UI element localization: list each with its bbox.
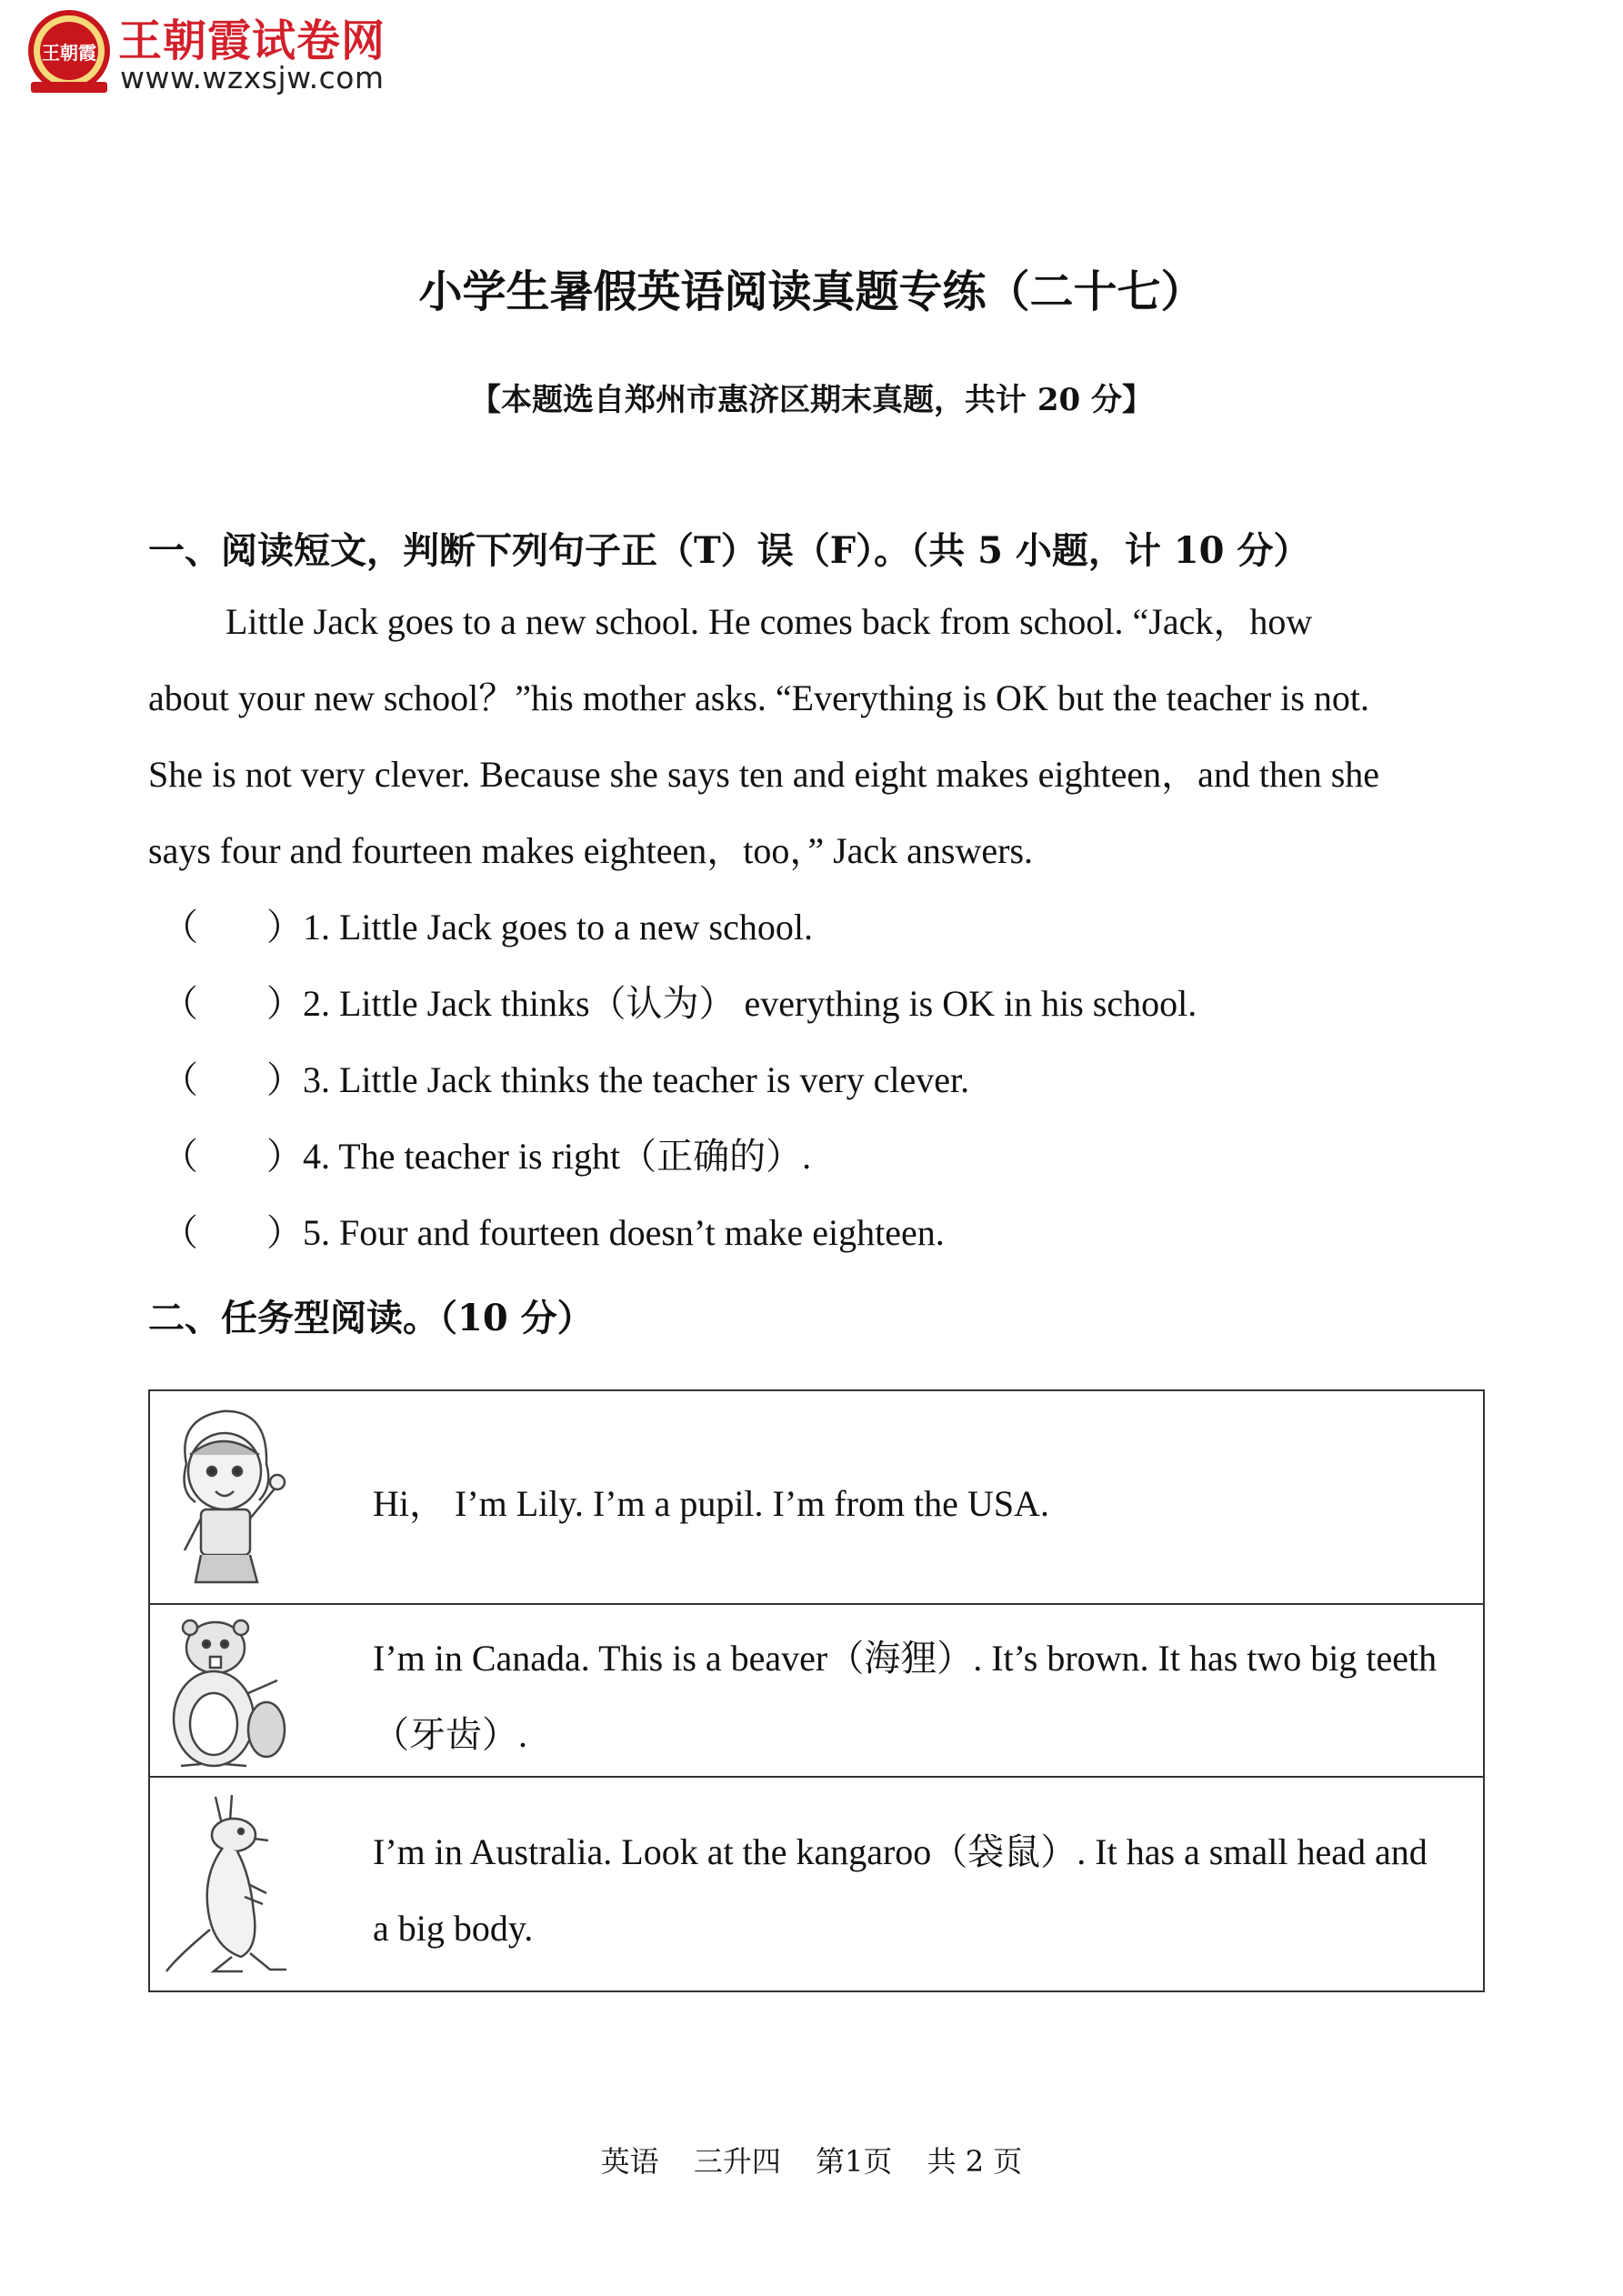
footer-page: 第1页 xyxy=(816,2144,893,2179)
answer-paren-open[interactable]: （ xyxy=(162,983,198,1024)
row-text: a big body. xyxy=(373,1908,534,1949)
brand-seal-logo xyxy=(25,9,113,96)
passage-line: She is not very clever. Because she says ten and eight makes eighteen，and then she xyxy=(148,754,1380,795)
answer-paren-close: ） xyxy=(266,983,303,1024)
row-text: I’m in Australia. Look at the kangaroo（袋鼠）. It has a small head and xyxy=(373,1831,1428,1872)
row-text: （牙齿）. xyxy=(373,1714,527,1755)
answer-paren-close: ） xyxy=(266,1212,303,1253)
task-reading-table xyxy=(148,1389,1485,1992)
footer-subject: 英语 xyxy=(600,2144,659,2179)
answer-paren-open[interactable]: （ xyxy=(162,907,198,947)
row-text: I’m in Canada. This is a beaver（海狸）. It’s brown. It has two big teeth xyxy=(373,1638,1438,1679)
passage-line: Little Jack goes to a new school. He comes back from school. “Jack，how xyxy=(225,601,1313,642)
answer-paren-open[interactable]: （ xyxy=(162,1059,198,1100)
question-row xyxy=(162,909,813,946)
question-row xyxy=(162,1059,970,1100)
passage-line: says four and fourteen makes eighteen，too，” Jack answers. xyxy=(148,830,1034,871)
footer-total: 共 2 页 xyxy=(927,2144,1023,2179)
question-row xyxy=(162,983,1197,1024)
section1-heading: 一、阅读短文，判断下列句子正（T）误（F）。（共 5 小题，计 10 分） xyxy=(148,529,1310,572)
answer-paren-close: ） xyxy=(266,1136,303,1177)
page-title: 小学生暑假英语阅读真题专练（二十七） xyxy=(418,266,1205,317)
table-row-divider xyxy=(148,1776,1485,1778)
question-text: 2. Little Jack thinks（认为） everything is OK in his school. xyxy=(303,983,1197,1024)
footer-grade: 三升四 xyxy=(693,2144,781,2179)
beaver-icon xyxy=(159,1611,296,1773)
question-text: 1. Little Jack goes to a new school. xyxy=(303,907,813,947)
section2-heading: 二、任务型阅读。（10 分） xyxy=(148,1297,594,1339)
answer-paren-close: ） xyxy=(266,1059,303,1100)
girl-lily-icon xyxy=(159,1400,296,1593)
kangaroo-icon xyxy=(159,1784,296,1986)
passage-line: about your new school？”his mother asks. “Everything is OK but the teacher is not. xyxy=(148,677,1370,718)
question-row xyxy=(162,1138,811,1175)
page-footer xyxy=(0,2139,1623,2181)
row-text: Hi， I’m Lily. I’m a pupil. I’m from the USA. xyxy=(373,1483,1049,1524)
table-row-divider xyxy=(148,1603,1485,1605)
question-text: 4. The teacher is right（正确的）. xyxy=(303,1136,812,1177)
brand-url: www.wzxsjw.com xyxy=(120,60,385,95)
question-text: 3. Little Jack thinks the teacher is very clever. xyxy=(303,1059,970,1100)
answer-paren-close: ） xyxy=(266,907,303,947)
seal-text: 王朝霞 xyxy=(42,42,96,64)
question-row xyxy=(162,1212,945,1253)
question-text: 5. Four and fourteen doesn’t make eighteen. xyxy=(303,1212,945,1253)
answer-paren-open[interactable]: （ xyxy=(162,1136,198,1177)
answer-paren-open[interactable]: （ xyxy=(162,1212,198,1253)
brand-name: 王朝霞试卷网 xyxy=(118,15,386,66)
page-subtitle: 【本题选自郑州市惠济区期末真题，共计 20 分】 xyxy=(470,382,1153,418)
